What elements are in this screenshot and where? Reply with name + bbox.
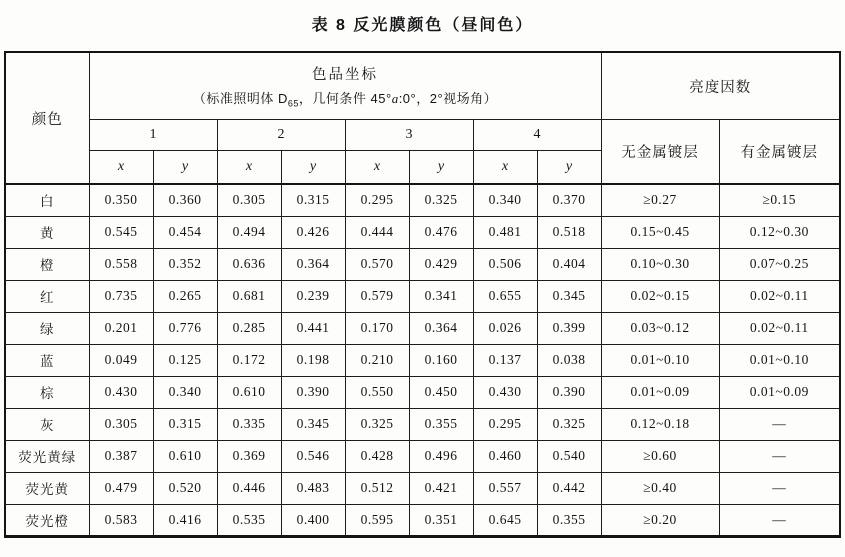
header-luminance-factor: 亮度因数 — [601, 52, 840, 120]
coordinate-value: 0.595 — [345, 504, 409, 536]
coordinate-value: 0.636 — [217, 248, 281, 280]
coordinate-value: 0.476 — [409, 216, 473, 248]
coordinate-value: 0.404 — [537, 248, 601, 280]
header-color: 颜色 — [5, 52, 89, 184]
coordinate-value: 0.335 — [217, 408, 281, 440]
coordinate-value: 0.350 — [89, 184, 153, 216]
coordinate-value: 0.201 — [89, 312, 153, 344]
no-metal-value: ≥0.40 — [601, 472, 719, 504]
coordinate-value: 0.390 — [281, 376, 345, 408]
coordinate-value: 0.239 — [281, 280, 345, 312]
table-row — [5, 216, 840, 248]
coordinate-value: 0.645 — [473, 504, 537, 536]
row-color-name: 荧光橙 — [5, 504, 89, 536]
chromaticity-subtitle: （标准照明体 $D_{65}$，几何条件 45°a:0°，2°视场角） — [192, 91, 498, 109]
with-metal-value: — — [719, 504, 840, 536]
header-y: y — [281, 151, 345, 185]
coordinate-value: 0.364 — [281, 248, 345, 280]
coordinate-value: 0.446 — [217, 472, 281, 504]
table-row — [5, 376, 840, 408]
header-x: x — [217, 151, 281, 185]
coordinate-value: 0.285 — [217, 312, 281, 344]
no-metal-value: ≥0.60 — [601, 440, 719, 472]
coordinate-value: 0.345 — [537, 280, 601, 312]
coordinate-value: 0.387 — [89, 440, 153, 472]
coordinate-value: 0.364 — [409, 312, 473, 344]
with-metal-value: — — [719, 472, 840, 504]
header-point-2: 2 — [217, 120, 345, 151]
coordinate-value: 0.512 — [345, 472, 409, 504]
coordinate-value: 0.400 — [281, 504, 345, 536]
table-row — [5, 344, 840, 376]
coordinate-value: 0.535 — [217, 504, 281, 536]
coordinate-value: 0.450 — [409, 376, 473, 408]
coordinate-value: 0.558 — [89, 248, 153, 280]
coordinate-value: 0.352 — [153, 248, 217, 280]
no-metal-value: 0.01~0.10 — [601, 344, 719, 376]
coordinate-value: 0.370 — [537, 184, 601, 216]
no-metal-value: 0.15~0.45 — [601, 216, 719, 248]
coordinate-value: 0.340 — [153, 376, 217, 408]
coordinate-value: 0.325 — [537, 408, 601, 440]
header-point-1: 1 — [89, 120, 217, 151]
coordinate-value: 0.583 — [89, 504, 153, 536]
coordinate-value: 0.681 — [217, 280, 281, 312]
header-no-metal-coating: 无金属镀层 — [601, 120, 719, 185]
table-row — [5, 184, 840, 216]
row-color-name: 橙 — [5, 248, 89, 280]
coordinate-value: 0.557 — [473, 472, 537, 504]
coordinate-value: 0.325 — [409, 184, 473, 216]
header-x: x — [89, 151, 153, 185]
coordinate-value: 0.265 — [153, 280, 217, 312]
header-point-4: 4 — [473, 120, 601, 151]
coordinate-value: 0.315 — [281, 184, 345, 216]
row-color-name: 荧光黄 — [5, 472, 89, 504]
coordinate-value: 0.340 — [473, 184, 537, 216]
header-x: x — [473, 151, 537, 185]
coordinate-value: 0.735 — [89, 280, 153, 312]
header-y: y — [409, 151, 473, 185]
coordinate-value: 0.506 — [473, 248, 537, 280]
angle-a-symbol: a — [391, 91, 399, 107]
coordinate-value: 0.160 — [409, 344, 473, 376]
coordinate-value: 0.579 — [345, 280, 409, 312]
coordinate-value: 0.210 — [345, 344, 409, 376]
no-metal-value: 0.01~0.09 — [601, 376, 719, 408]
coordinate-value: 0.295 — [345, 184, 409, 216]
coordinate-value: 0.198 — [281, 344, 345, 376]
coordinate-value: 0.369 — [217, 440, 281, 472]
coordinate-value: 0.026 — [473, 312, 537, 344]
coordinate-value: 0.426 — [281, 216, 345, 248]
coordinate-value: 0.540 — [537, 440, 601, 472]
coordinate-value: 0.479 — [89, 472, 153, 504]
coordinate-value: 0.049 — [89, 344, 153, 376]
row-color-name: 白 — [5, 184, 89, 216]
coordinate-value: 0.351 — [409, 504, 473, 536]
header-y: y — [153, 151, 217, 185]
coordinate-value: 0.360 — [153, 184, 217, 216]
header-point-3: 3 — [345, 120, 473, 151]
coordinate-value: 0.172 — [217, 344, 281, 376]
coordinate-value: 0.399 — [537, 312, 601, 344]
coordinate-value: 0.341 — [409, 280, 473, 312]
table-row — [5, 408, 840, 440]
with-metal-value: — — [719, 408, 840, 440]
coordinate-value: 0.421 — [409, 472, 473, 504]
with-metal-value: 0.02~0.11 — [719, 280, 840, 312]
with-metal-value: 0.02~0.11 — [719, 312, 840, 344]
coordinate-value: 0.038 — [537, 344, 601, 376]
coordinate-value: 0.546 — [281, 440, 345, 472]
row-color-name: 红 — [5, 280, 89, 312]
coordinate-value: 0.483 — [281, 472, 345, 504]
no-metal-value: ≥0.20 — [601, 504, 719, 536]
coordinate-value: 0.345 — [281, 408, 345, 440]
no-metal-value: ≥0.27 — [601, 184, 719, 216]
with-metal-value: ≥0.15 — [719, 184, 840, 216]
with-metal-value: 0.01~0.09 — [719, 376, 840, 408]
coordinate-value: 0.460 — [473, 440, 537, 472]
coordinate-value: 0.454 — [153, 216, 217, 248]
no-metal-value: 0.10~0.30 — [601, 248, 719, 280]
coordinate-value: 0.305 — [89, 408, 153, 440]
coordinate-value: 0.295 — [473, 408, 537, 440]
header-y: y — [537, 151, 601, 185]
coordinate-value: 0.170 — [345, 312, 409, 344]
coordinate-value: 0.545 — [89, 216, 153, 248]
coordinate-value: 0.429 — [409, 248, 473, 280]
coordinate-value: 0.125 — [153, 344, 217, 376]
coordinate-value: 0.520 — [153, 472, 217, 504]
header-chromaticity — [89, 52, 601, 120]
coordinate-value: 0.610 — [217, 376, 281, 408]
table-row — [5, 280, 840, 312]
coordinate-value: 0.325 — [345, 408, 409, 440]
header-with-metal-coating: 有金属镀层 — [719, 120, 840, 185]
coordinate-value: 0.416 — [153, 504, 217, 536]
table-row — [5, 472, 840, 504]
coordinate-value: 0.496 — [409, 440, 473, 472]
table-row — [5, 312, 840, 344]
no-metal-value: 0.12~0.18 — [601, 408, 719, 440]
no-metal-value: 0.03~0.12 — [601, 312, 719, 344]
coordinate-value: 0.355 — [409, 408, 473, 440]
with-metal-value: 0.12~0.30 — [719, 216, 840, 248]
row-color-name: 蓝 — [5, 344, 89, 376]
row-color-name: 黄 — [5, 216, 89, 248]
with-metal-value: — — [719, 440, 840, 472]
coordinate-value: 0.776 — [153, 312, 217, 344]
coordinate-value: 0.355 — [537, 504, 601, 536]
row-color-name: 棕 — [5, 376, 89, 408]
coordinate-value: 0.315 — [153, 408, 217, 440]
coordinate-value: 0.430 — [89, 376, 153, 408]
coordinate-value: 0.481 — [473, 216, 537, 248]
coordinate-value: 0.137 — [473, 344, 537, 376]
coordinate-value: 0.390 — [537, 376, 601, 408]
coordinate-value: 0.518 — [537, 216, 601, 248]
coordinate-value: 0.428 — [345, 440, 409, 472]
coordinate-value: 0.442 — [537, 472, 601, 504]
retroreflective-color-table — [4, 51, 841, 538]
row-color-name: 绿 — [5, 312, 89, 344]
coordinate-value: 0.655 — [473, 280, 537, 312]
with-metal-value: 0.07~0.25 — [719, 248, 840, 280]
coordinate-value: 0.550 — [345, 376, 409, 408]
coordinate-value: 0.610 — [153, 440, 217, 472]
coordinate-value: 0.305 — [217, 184, 281, 216]
coordinate-value: 0.444 — [345, 216, 409, 248]
row-color-name: 荧光黄绿 — [5, 440, 89, 472]
row-color-name: 灰 — [5, 408, 89, 440]
table-row — [5, 248, 840, 280]
coordinate-value: 0.494 — [217, 216, 281, 248]
table-title: 表 8 反光膜颜色（昼间色） — [311, 17, 534, 34]
no-metal-value: 0.02~0.15 — [601, 280, 719, 312]
coordinate-value: 0.441 — [281, 312, 345, 344]
with-metal-value: 0.01~0.10 — [719, 344, 840, 376]
d65-subscript: 65 — [287, 98, 299, 109]
chromaticity-title: 色品坐标 — [312, 67, 379, 84]
table-body — [5, 184, 840, 536]
coordinate-value: 0.430 — [473, 376, 537, 408]
table-header — [5, 52, 840, 184]
table-row — [5, 504, 840, 536]
header-x: x — [345, 151, 409, 185]
table-row — [5, 440, 840, 472]
coordinate-value: 0.570 — [345, 248, 409, 280]
